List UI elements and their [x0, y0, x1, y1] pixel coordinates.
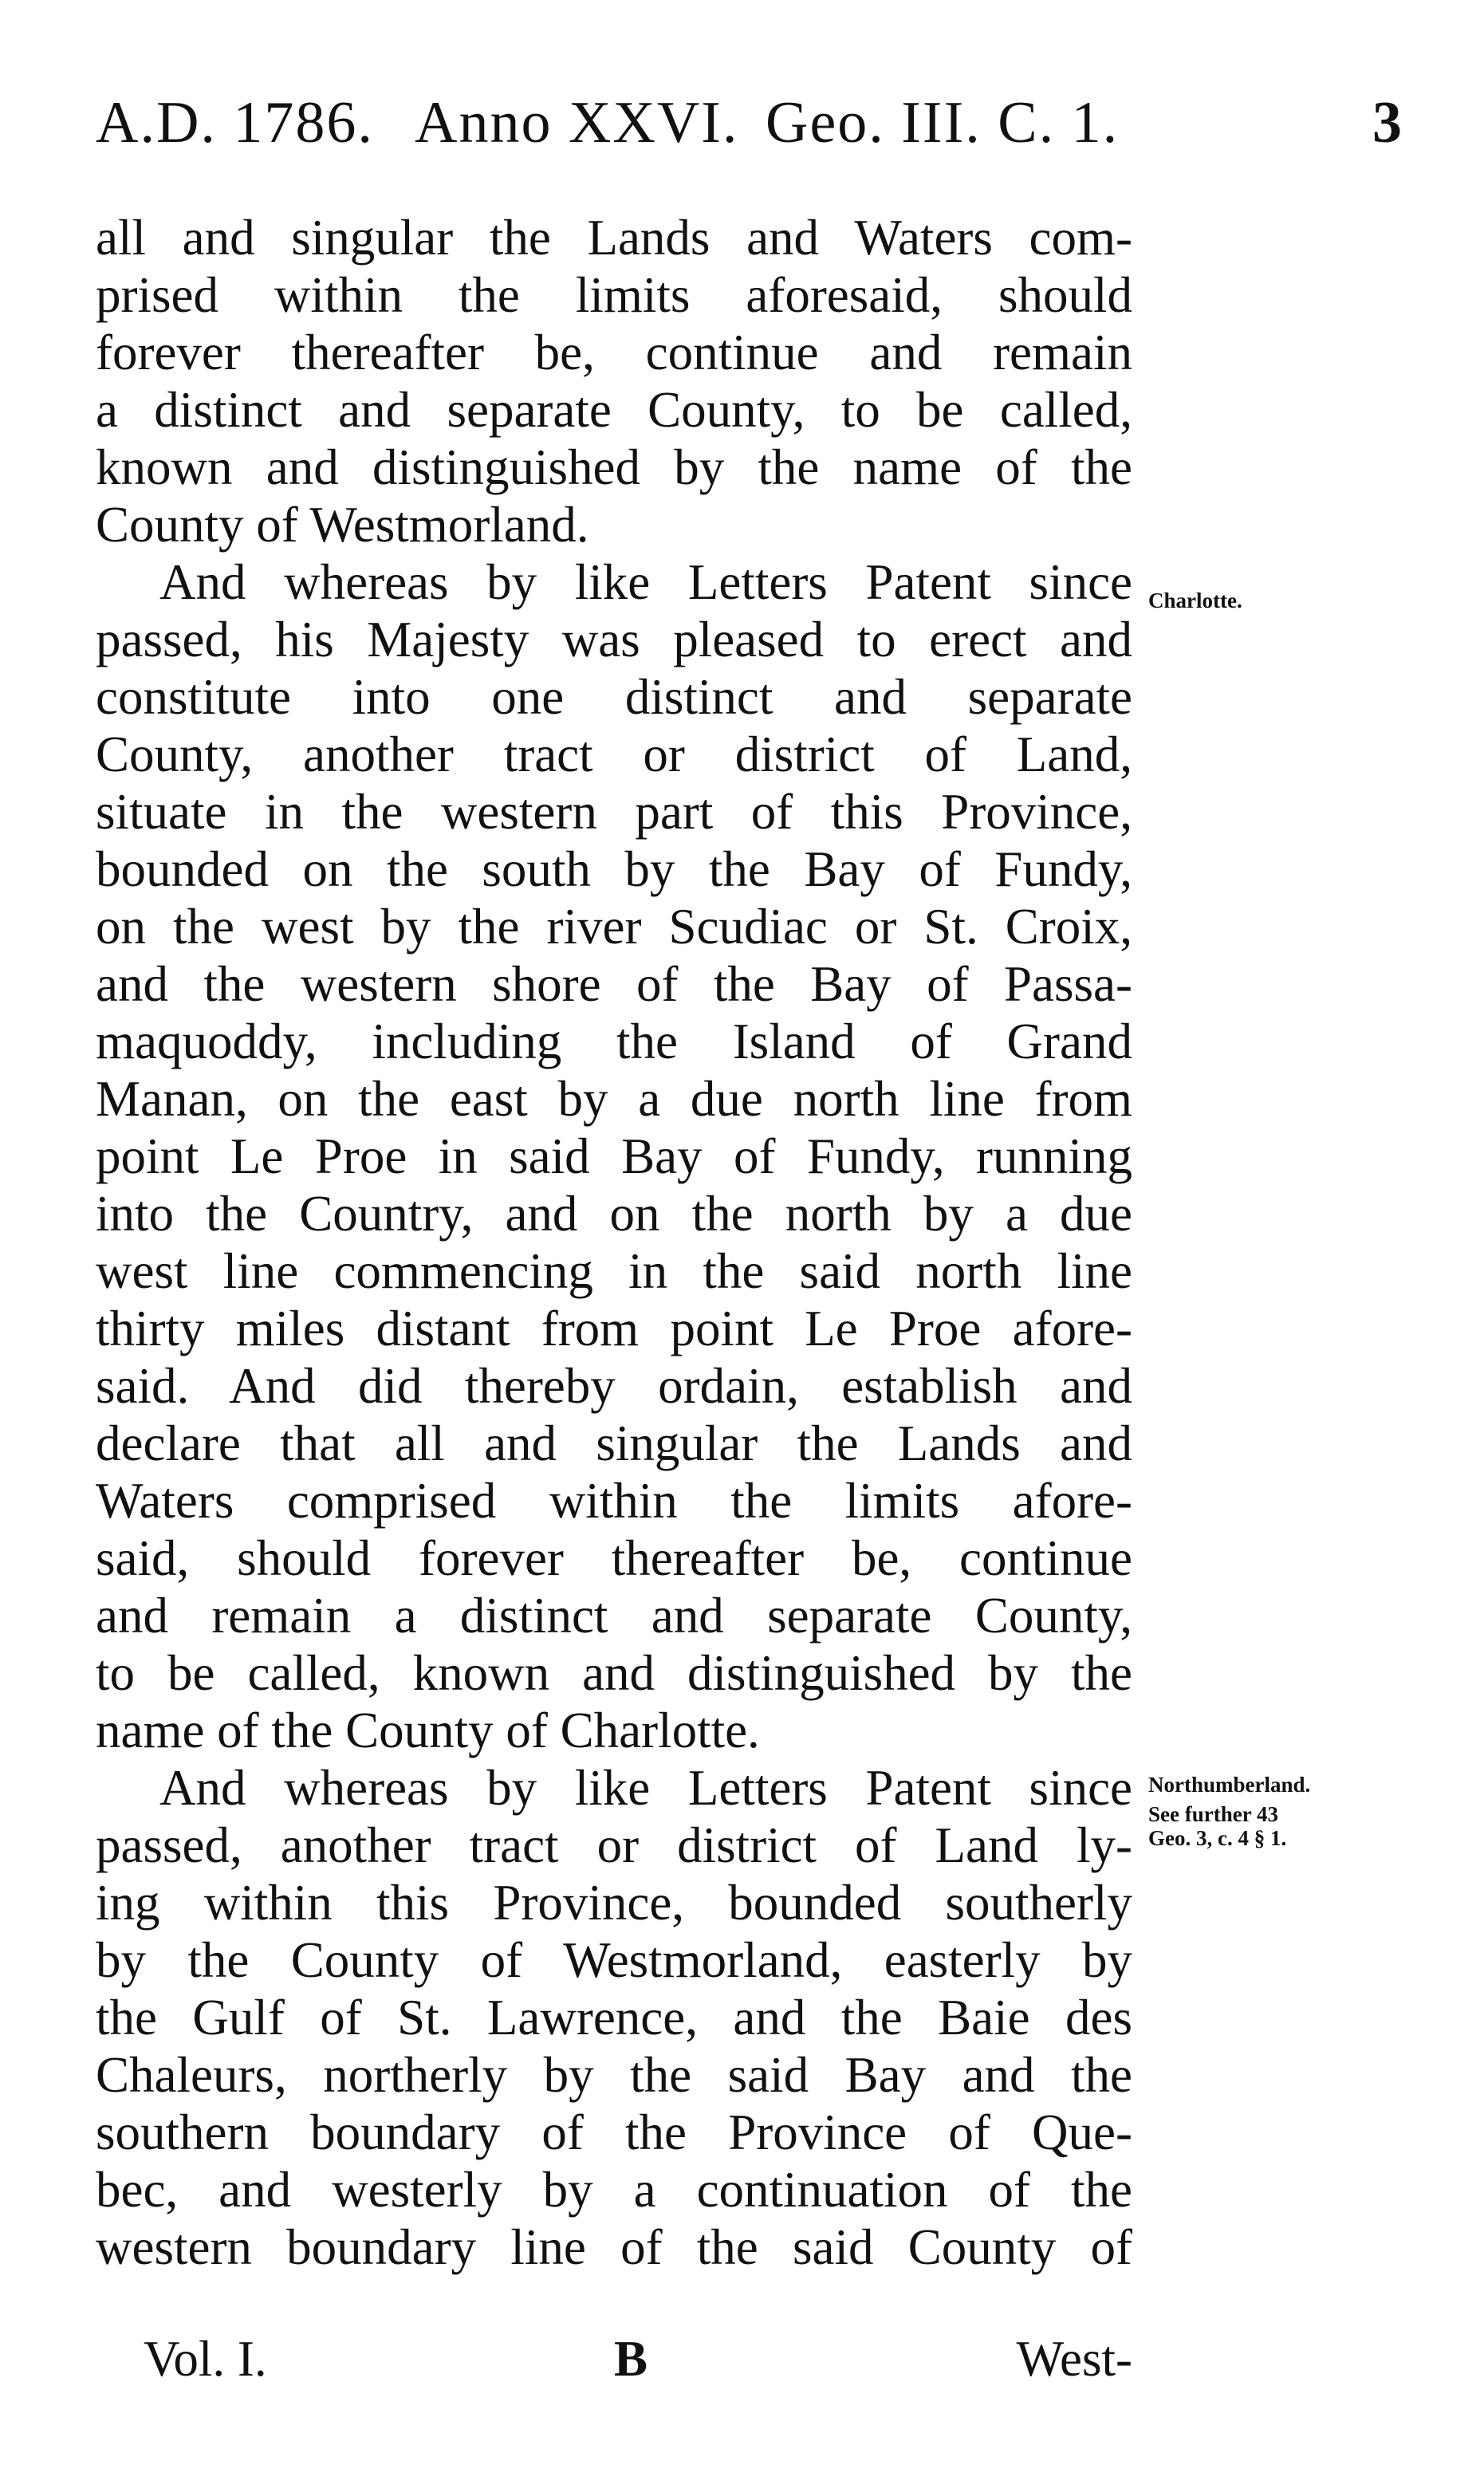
- margin-note-charlotte: Charlotte.: [1148, 589, 1242, 612]
- text-line: situate in the western part of this Province,: [96, 784, 1132, 840]
- text-line: and remain a distinct and separate County,: [96, 1588, 1132, 1644]
- margin-note-reference-line: See further 43: [1148, 1802, 1278, 1826]
- text-line: thirty miles distant from point Le Proe afore-: [96, 1301, 1132, 1356]
- text-line: a distinct and separate County, to be called,: [96, 382, 1132, 438]
- text-line: said, should forever thereafter be, continue: [96, 1530, 1132, 1586]
- text-line: by the County of Westmorland, easterly by: [96, 1932, 1132, 1988]
- text-line: the Gulf of St. Lawrence, and the Baie des: [96, 1990, 1132, 2045]
- header-year: A.D. 1786.: [96, 90, 374, 156]
- header-anno: Anno XXVI.: [415, 90, 739, 156]
- page-footer: [96, 2330, 1132, 2402]
- text-line: County of Westmorland.: [96, 497, 589, 553]
- volume-label: Vol. I.: [144, 2331, 267, 2387]
- text-line: declare that all and singular the Lands and: [96, 1415, 1132, 1471]
- signature-mark: B: [614, 2331, 648, 2387]
- header-reign-chapter: Geo. III. C. 1.: [766, 90, 1120, 156]
- text-line: and the western shore of the Bay of Passa-: [96, 956, 1132, 1012]
- text-line: passed, another tract or district of Land ly-: [96, 1817, 1132, 1873]
- text-line: point Le Proe in said Bay of Fundy, running: [96, 1128, 1132, 1184]
- page-number: 3: [1372, 90, 1403, 156]
- margin-note-reference-line: Geo. 3, c. 4 § 1.: [1148, 1826, 1287, 1850]
- text-line: forever thereafter be, continue and remain: [96, 325, 1132, 380]
- text-line: Manan, on the east by a due north line from: [96, 1071, 1132, 1127]
- text-line: to be called, known and distinguished by the: [96, 1645, 1132, 1701]
- text-line: southern boundary of the Province of Que-: [96, 2104, 1132, 2160]
- text-line: Chaleurs, northerly by the said Bay and the: [96, 2047, 1132, 2103]
- text-line: County, another tract or district of Land,: [96, 726, 1132, 782]
- text-line: prised within the limits aforesaid, should: [96, 267, 1132, 323]
- text-line: And whereas by like Letters Patent since: [159, 1760, 1132, 1816]
- text-line: name of the County of Charlotte.: [96, 1703, 760, 1758]
- text-line: And whereas by like Letters Patent since: [159, 554, 1132, 610]
- text-line: said. And did thereby ordain, establish and: [96, 1358, 1132, 1414]
- margin-note-northumberland: Northumberland.: [1148, 1773, 1311, 1797]
- text-line: west line commencing in the said north line: [96, 1243, 1132, 1299]
- text-line: passed, his Majesty was pleased to erect and: [96, 612, 1132, 667]
- text-line: all and singular the Lands and Waters com-: [96, 210, 1132, 266]
- running-header: [96, 89, 1403, 185]
- text-line: into the Country, and on the north by a due: [96, 1186, 1132, 1242]
- margin-note-reference: [1148, 1802, 1388, 1850]
- text-line: bounded on the south by the Bay of Fundy,: [96, 841, 1132, 897]
- text-line: constitute into one distinct and separate: [96, 669, 1132, 725]
- catchword: West-: [1016, 2331, 1132, 2387]
- text-line: maquoddy, including the Island of Grand: [96, 1014, 1132, 1069]
- text-line: Waters comprised within the limits afore-: [96, 1473, 1132, 1529]
- text-line: on the west by the river Scudiac or St. Croix,: [96, 899, 1132, 955]
- text-line: western boundary line of the said County of: [96, 2219, 1132, 2275]
- text-line: ing within this Province, bounded southerly: [96, 1875, 1132, 1931]
- body-text: [96, 209, 1132, 2276]
- text-line: known and distinguished by the name of the: [96, 439, 1132, 495]
- text-line: bec, and westerly by a continuation of the: [96, 2162, 1132, 2218]
